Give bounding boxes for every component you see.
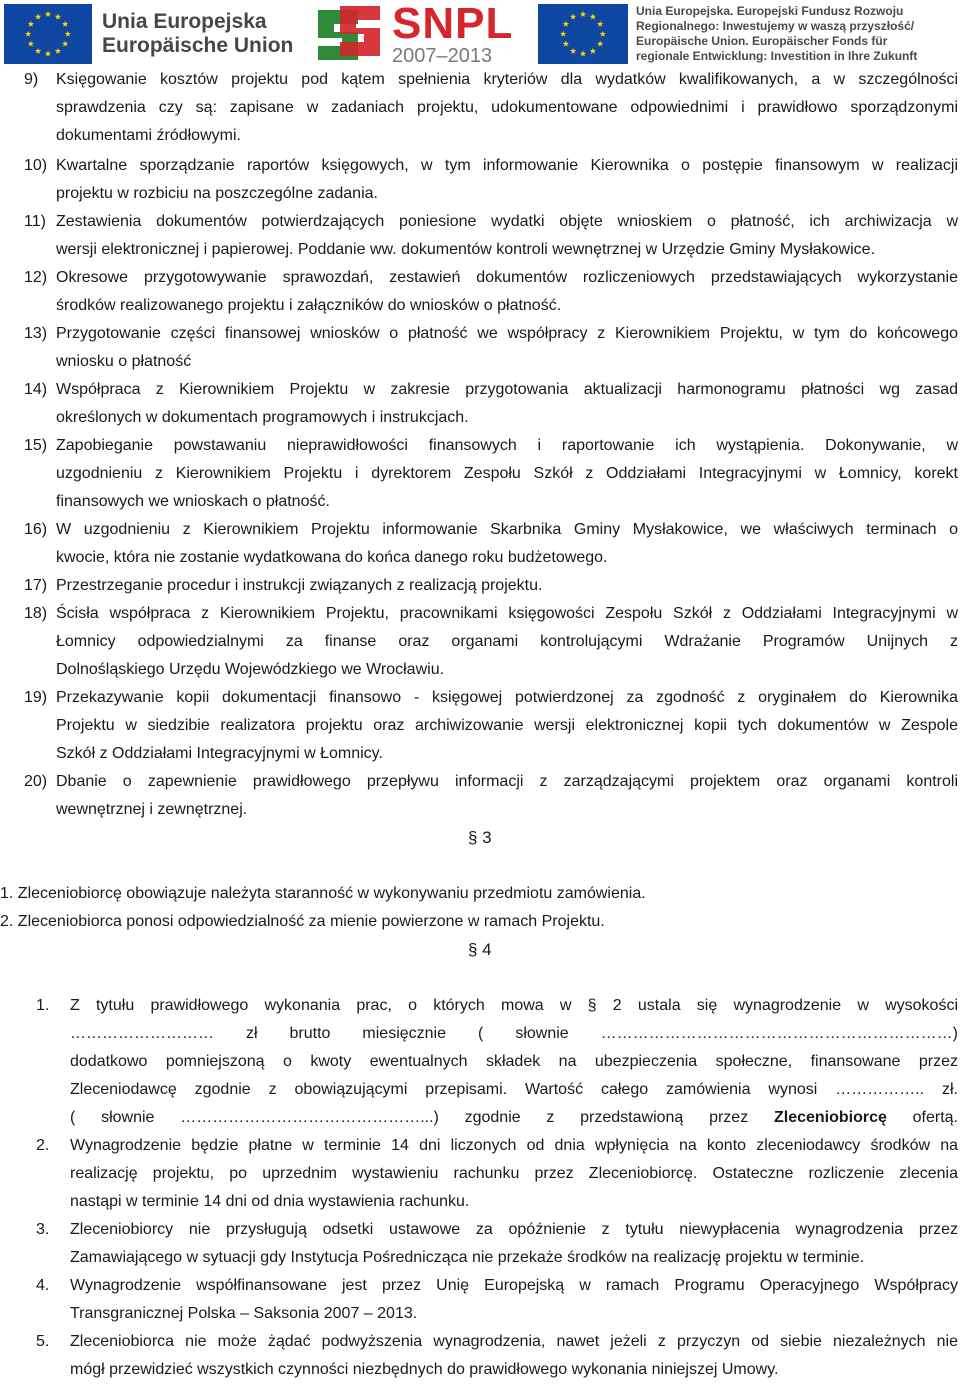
eu-star xyxy=(580,51,586,57)
list-item-line: Ścisła współpraca z Kierownikiem Projektu, pracownikami księgowości Zespołu Szkół z Oddziałami Integracyjnymi w xyxy=(56,605,958,622)
list-item-number: 15) xyxy=(24,437,48,454)
list-item-number: 11) xyxy=(24,213,46,230)
list-item-number: 14) xyxy=(24,381,48,398)
list-item-line: Przestrzeganie procedur i instrukcji związanych z realizacją projektu. xyxy=(56,577,543,594)
list-item-number: 2. xyxy=(36,1137,50,1154)
list-item-line: ……………………… zł brutto miesięcznie ( słownie …………………………………………………………) xyxy=(70,1025,958,1042)
list-item-line: mógł przewidzieć wszystkich czynności niezbędnych do prawidłowego wykonania niniejszej Umowy. xyxy=(70,1361,779,1378)
eu-star xyxy=(570,48,576,54)
list-item-line: wersji elektronicznej i papierowej. Poddanie ww. dokumentów kontroli wewnętrznej w Urzędzie Gminy Mysłakowice. xyxy=(56,241,876,258)
eu-star xyxy=(62,41,68,47)
list-item-line: Przekazywanie kopii dokumentacji finansowo - księgowej potwierdzonej za zgodność z oryginałem do Kierownika xyxy=(56,689,958,706)
list-item-number: 13) xyxy=(24,325,48,342)
eu-star xyxy=(563,41,569,47)
list-item-line: Zamawiającego w sytuacji gdy Instytucja Pośrednicząca nie przekaże środków na realizację projektu w terminie. xyxy=(70,1249,865,1266)
eu-star xyxy=(560,31,566,37)
eu-star xyxy=(590,14,596,20)
list-item-line: środków realizowanego projektu i załączników do wniosków o płatność. xyxy=(56,297,562,314)
eu-star xyxy=(580,11,586,17)
list-item-line: Dbanie o zapewnienie prawidłowego przepływu informacji z zarządzającymi projektem oraz organami kontroli xyxy=(56,773,958,790)
eu-right-line: Europäische Union. Europäischer Fonds für xyxy=(636,34,888,48)
list-item-number: 12) xyxy=(24,269,48,286)
header-logos xyxy=(0,0,960,70)
list-item-line: Wynagrodzenie będzie płatne w terminie 14 dni liczonych od dnia wpłynięcia na konto zleceniodawcy środków na xyxy=(70,1137,958,1154)
list-item-number: 1. xyxy=(36,997,50,1014)
list-item-number: 5. xyxy=(36,1333,50,1350)
list-item-line: Łomnicy odpowiedzialnymi za finanse oraz organami kontrolującymi Wdrażanie Programów Unijnych z xyxy=(56,633,958,650)
list-item-number: 10) xyxy=(24,157,48,174)
list-item-line: wniosku o płatność xyxy=(56,353,192,370)
list-item-number: 19) xyxy=(24,689,48,706)
eu-star xyxy=(590,48,596,54)
list-item-line: Zleceniobiorcy nie przysługują odsetki ustawowe za opóźnienie z tytułu niewypłacenia wynagrodzenia przez xyxy=(70,1221,958,1238)
eu-left-line1: Unia Europejska xyxy=(102,10,267,33)
eu-right-line: Unia Europejska. Europejski Fundusz Rozwoju xyxy=(636,4,904,18)
snpl-years: 2007–2013 xyxy=(392,45,493,67)
eu-left-line2: Europäische Union xyxy=(102,34,294,57)
eu-star xyxy=(597,21,603,27)
list-item-line: Księgowanie kosztów projektu pod kątem spełnienia kryteriów dla wydatków kwalifikowanych, a w szczególności xyxy=(56,71,958,88)
eu-star xyxy=(35,48,41,54)
list-item-number: 4. xyxy=(36,1277,50,1294)
list-item-line: nastąpi w terminie 14 dni od dnia wystawienia rachunku. xyxy=(70,1193,470,1210)
eu-star xyxy=(570,14,576,20)
eu-logo-right xyxy=(538,4,917,64)
list-item-line: Wynagrodzenie współfinansowane jest przez Unię Europejską w ramach Programu Operacyjnego Współpracy xyxy=(70,1277,958,1294)
list-item-line: Zleceniobiorca nie może żądać podwyższenia wynagrodzenia, nawet jeżeli z przyczyn od siebie niezależnych nie xyxy=(70,1333,958,1350)
list-item-line: ( słownie ………………………………………...) zgodnie z przedstawioną przez Zleceniobiorcę ofertą. xyxy=(70,1109,959,1126)
list-item-line: Zapobieganie powstawaniu nieprawidłowości finansowych i raportowanie ich wystąpienia. Dokonywanie, w xyxy=(56,437,958,454)
snpl-name: SNPL xyxy=(392,0,514,48)
list-item-line: wewnętrznej i zewnętrznej. xyxy=(56,801,248,818)
eu-star xyxy=(55,48,61,54)
eu-star xyxy=(55,14,61,20)
list-item-line: finansowych we wnioskach o płatność. xyxy=(56,493,330,510)
eu-flag-icon xyxy=(538,4,628,64)
eu-star xyxy=(25,31,31,37)
list-item-number: 17) xyxy=(24,577,48,594)
list-item-number: 3. xyxy=(36,1221,50,1238)
eu-star xyxy=(62,21,68,27)
list-item-line: Współpraca z Kierownikiem Projektu w zakresie przygotowania aktualizacji harmonogramu płatności wg zasad xyxy=(56,381,958,398)
list-item-line: sprawdzenia czy są: zapisane w zadaniach projektu, udokumentowane odpowiednimi i prawidłowo sporządzonymi xyxy=(56,99,958,116)
eu-star xyxy=(28,41,34,47)
snpl-mark-icon xyxy=(312,2,386,66)
list-item-line: Okresowe przygotowywanie sprawozdań, zestawień dokumentów rozliczeniowych przedstawiających wykorzystanie xyxy=(56,269,958,286)
eu-star xyxy=(35,14,41,20)
section-heading-4: § 4 xyxy=(468,940,492,959)
list-item-number: 16) xyxy=(24,521,48,538)
list-item-line: określonych w dokumentach programowych i instrukcjach. xyxy=(56,409,469,426)
eu-star xyxy=(65,31,71,37)
list-item-line: W uzgodnieniu z Kierownikiem Projektu informowanie Skarbnika Gminy Mysłakowice, we właściwych terminach o xyxy=(56,521,958,538)
list-item-line: uzgodnieniu z Kierownikiem Projektu i dyrektorem Zespołu Szkół z Oddziałami Integracyjnymi w Łomnicy, korekt xyxy=(56,465,958,482)
eu-star xyxy=(45,11,51,17)
list-item-line: realizację projektu, po uprzednim wystawieniu rachunku przez Zleceniobiorcę. Ostateczne rozliczenie zlecenia xyxy=(70,1165,958,1182)
list-item-line: Z tytułu prawidłowego wykonania prac, o których mowa w § 2 ustala się wynagrodzenie w wysokości xyxy=(70,997,958,1014)
list-item-line: dokumentami źródłowymi. xyxy=(56,127,241,144)
eu-stars-icon xyxy=(4,4,92,64)
list-item-number: 20) xyxy=(24,773,48,790)
eu-star xyxy=(600,31,606,37)
list-item-line: kwocie, która nie zostanie wydatkowana do końca danego roku budżetowego. xyxy=(56,549,608,566)
eu-star xyxy=(28,21,34,27)
eu-logo-left xyxy=(4,4,293,64)
list-item-line: Kwartalne sporządzanie raportów księgowych, w tym informowanie Kierownika o postępie finansowym w realizacji xyxy=(56,157,958,174)
list-item-line: Dolnośląskiego Urzędu Wojewódzkiego we Wrocławiu. xyxy=(56,661,445,678)
section-heading-3: § 3 xyxy=(468,828,492,847)
eu-right-line: Regionalnego: Inwestujemy w waszą przyszłość/ xyxy=(636,19,915,33)
list-item-line: Zleceniodawcę zgodnie z obowiązującymi przepisami. Wartość całego zamówienia wynosi …………….. zł. xyxy=(70,1081,958,1098)
snpl-logo xyxy=(312,2,513,66)
eu-flag-icon xyxy=(4,4,92,64)
section3-line: 1. Zleceniobiorcę obowiązuje należyta staranność w wykonywaniu przedmiotu zamówienia. xyxy=(0,885,646,902)
list-item-number: 18) xyxy=(24,605,48,622)
list-item-line: Transgranicznej Polska – Saksonia 2007 – 2013. xyxy=(70,1305,418,1322)
section3-line: 2. Zleceniobiorca ponosi odpowiedzialność za mienie powierzone w ramach Projektu. xyxy=(0,913,605,930)
eu-star xyxy=(563,21,569,27)
list-item-line: dodatkowo pomniejszoną o kwoty ewentualnych składek na ubezpieczenia społeczne, finansowane przez xyxy=(70,1053,958,1070)
emphasized-word: Zleceniobiorcę xyxy=(773,1109,887,1126)
eu-stars-icon xyxy=(538,4,628,64)
eu-star xyxy=(45,51,51,57)
eu-star xyxy=(597,41,603,47)
list-item-number: 9) xyxy=(24,71,39,88)
list-item-line: Projektu w siedzibie realizatora projektu oraz archiwizowanie wersji elektronicznej kopii tych dokumentów w Zespole xyxy=(56,717,958,734)
list-item-line: Przygotowanie części finansowej wniosków o płatność we współpracy z Kierownikiem Projektu, w tym do końcowego xyxy=(56,325,958,342)
list-item-line: Szkół z Oddziałami Integracyjnymi w Łomnicy. xyxy=(56,745,383,762)
list-item-line: Zestawienia dokumentów potwierdzających poniesione wydatki objęte wnioskiem o płatność, ich archiwizacja w xyxy=(56,213,958,230)
eu-right-line: regionale Entwicklung: Investition in Ihre Zukunft xyxy=(636,49,918,63)
list-item-line: projektu w rozbiciu na poszczególne zadania. xyxy=(56,185,378,202)
